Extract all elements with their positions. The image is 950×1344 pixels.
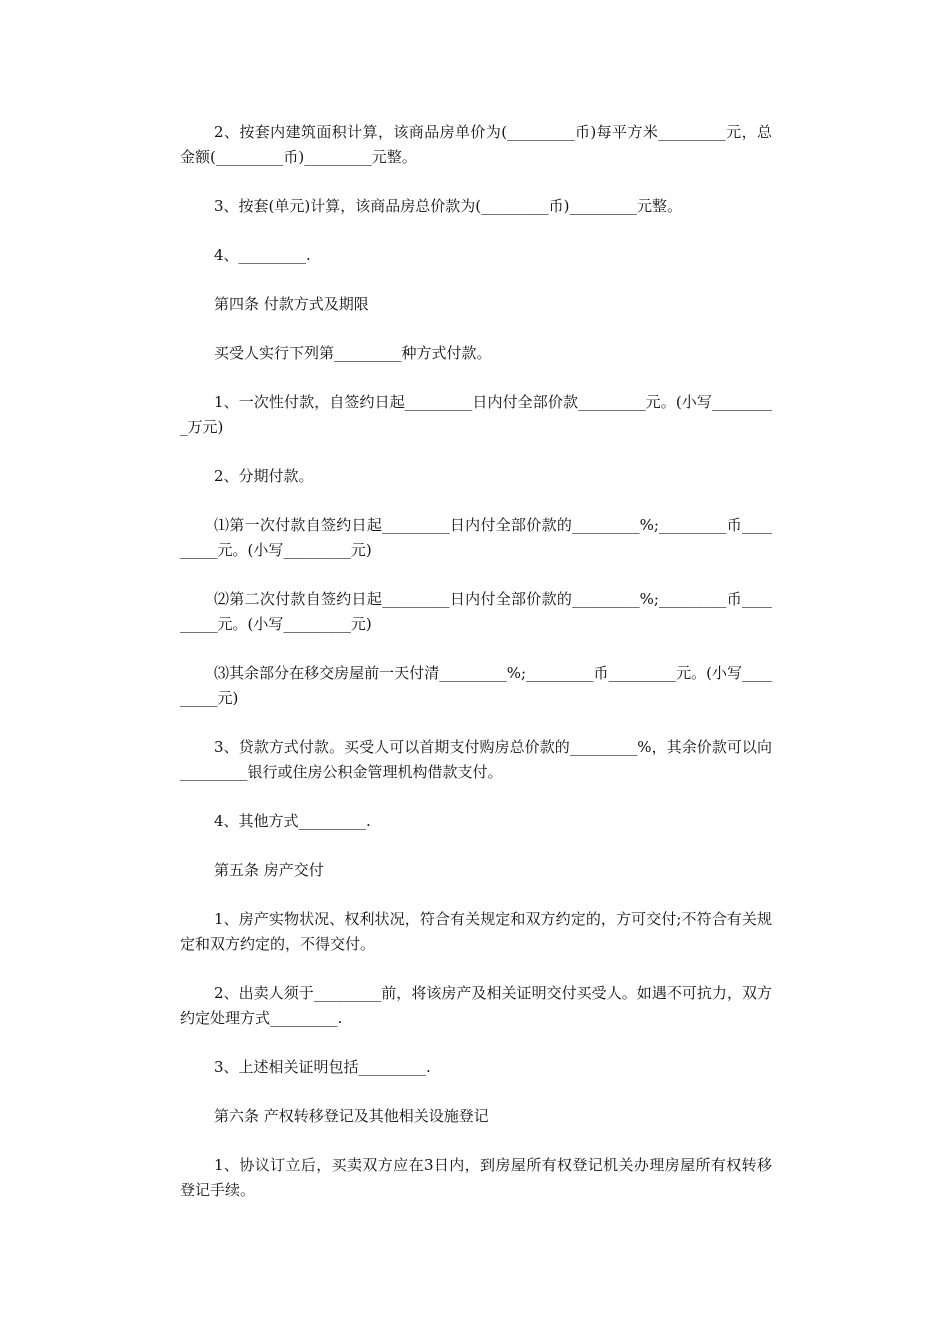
heading-article-5: 第五条 房产交付 <box>214 861 324 879</box>
paragraph-related-certificates: 3、上述相关证明包括_________. <box>214 1058 431 1076</box>
paragraph-price-by-inner-area: 2、按套内建筑面积计算，该商品房单价为(_________币)每平方米_________元，总金额(_________币)_________元整。 <box>180 123 772 166</box>
paragraph-delivery-conditions: 1、房产实物状况、权利状况，符合有关规定和双方约定的，方可交付;不符合有关规定和双方约定的，不得交付。 <box>180 910 772 953</box>
paragraph-first-installment: ⑴第一次付款自签约日起_________日内付全部价款的_________%;_________币_________元。(小写_________元) <box>180 516 772 559</box>
paragraph-delivery-deadline: 2、出卖人须于_________前，将该房产及相关证明交付买受人。如遇不可抗力，双方约定处理方式_________. <box>180 984 772 1027</box>
paragraph-other-payment: 4、其他方式_________. <box>214 812 371 830</box>
paragraph-price-other: 4、_________. <box>214 246 311 264</box>
paragraph-payment-choice: 买受人实行下列第_________种方式付款。 <box>214 344 492 362</box>
heading-article-6: 第六条 产权转移登记及其他相关设施登记 <box>214 1107 489 1125</box>
heading-article-4: 第四条 付款方式及期限 <box>214 295 369 313</box>
paragraph-price-by-unit: 3、按套(单元)计算，该商品房总价款为(_________币)_________元整。 <box>214 197 682 215</box>
paragraph-remaining-installment: ⑶其余部分在移交房屋前一天付清_________%;_________币_________元。(小写_________元) <box>180 664 772 707</box>
paragraph-loan-payment: 3、贷款方式付款。买受人可以首期支付购房总价款的_________%，其余价款可以向_________银行或住房公积金管理机构借款支付。 <box>180 738 772 781</box>
paragraph-second-installment: ⑵第二次付款自签约日起_________日内付全部价款的_________%;_________币_________元。(小写_________元) <box>180 590 772 633</box>
paragraph-installment-payment: 2、分期付款。 <box>214 467 314 485</box>
paragraph-lump-sum-payment: 1、一次性付款，自签约日起_________日内付全部价款_________元。(小写_________万元) <box>180 393 772 436</box>
paragraph-ownership-transfer: 1、协议订立后，买卖双方应在3日内，到房屋所有权登记机关办理房屋所有权转移登记手续。 <box>180 1156 772 1199</box>
document-body <box>180 120 772 1227</box>
